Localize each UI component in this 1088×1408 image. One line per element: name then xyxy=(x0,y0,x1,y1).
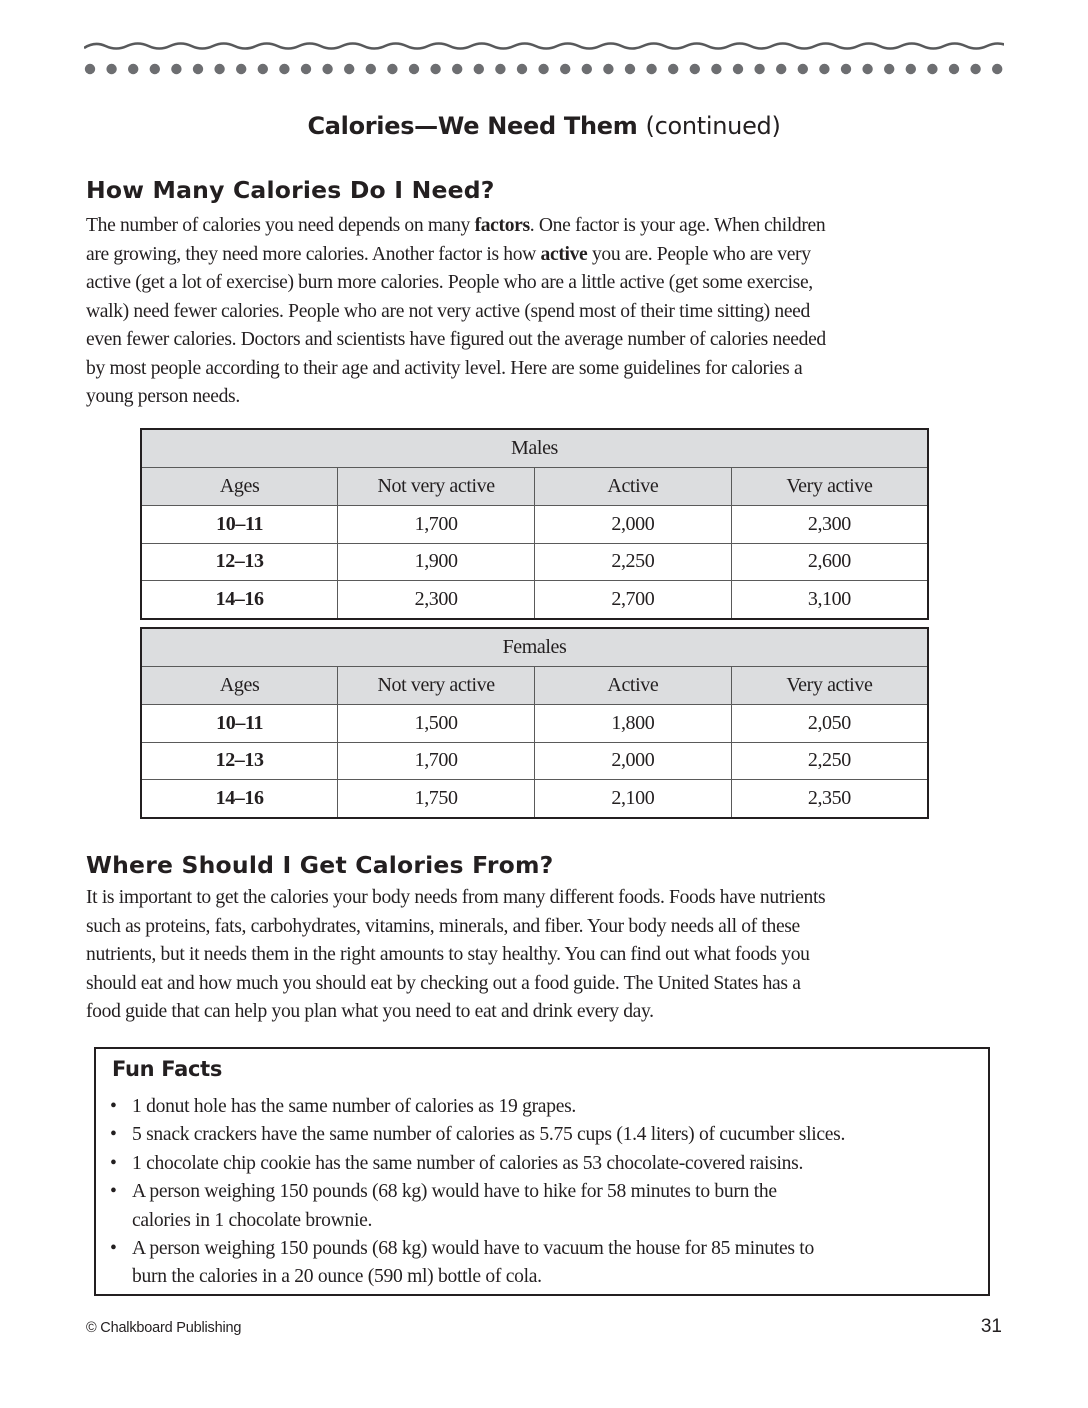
bullet-icon: • xyxy=(110,1181,117,1203)
text-run: walk) need fewer calories. People who are not very active (spend most of their time sitting) need xyxy=(86,300,810,322)
decorative-dot xyxy=(387,64,397,74)
decorative-dot xyxy=(128,64,138,74)
decorative-dot xyxy=(754,64,764,74)
calorie-cell: 2,000 xyxy=(535,506,732,544)
table-row xyxy=(141,742,928,780)
wave-line xyxy=(84,44,1004,49)
decorative-dot xyxy=(560,64,570,74)
column-header: Active xyxy=(535,667,732,705)
column-header: Ages xyxy=(141,468,338,506)
decorative-dot xyxy=(236,64,246,74)
decorative-dot xyxy=(258,64,268,74)
age-cell: 14–16 xyxy=(141,581,338,619)
decorative-dot xyxy=(430,64,440,74)
decorative-dot xyxy=(106,64,116,74)
fun-fact-item xyxy=(110,1235,845,1292)
decorative-dot xyxy=(344,64,354,74)
fun-fact-text: A person weighing 150 pounds (68 kg) would have to vacuum the house for 85 minutes to xyxy=(132,1238,814,1260)
table-caption: Females xyxy=(141,628,928,667)
fun-fact-text: calories in 1 chocolate brownie. xyxy=(132,1209,373,1231)
fun-fact-text: burn the calories in a 20 ounce (590 ml) bottle of cola. xyxy=(132,1266,542,1288)
bullet-icon: • xyxy=(110,1096,117,1117)
age-cell: 10–11 xyxy=(141,705,338,743)
decorative-dot xyxy=(625,64,635,74)
paragraph-line xyxy=(86,212,1016,241)
paragraph-line xyxy=(86,913,1016,942)
decorative-dot xyxy=(949,64,959,74)
calorie-cell: 3,100 xyxy=(731,581,928,619)
paragraph-line xyxy=(86,298,1016,327)
section-paragraph-how-many xyxy=(86,212,1016,412)
text-run: nutrients, but it needs them in the right amounts to stay healthy. You can find out what foods you xyxy=(86,944,810,965)
text-run: young person needs. xyxy=(86,386,240,407)
bullet-icon: • xyxy=(110,1124,117,1146)
decorative-dot xyxy=(927,64,937,74)
section-heading-how-many: How Many Calories Do I Need? xyxy=(86,176,495,204)
paragraph-line xyxy=(86,383,1016,412)
fun-facts-list xyxy=(110,1093,845,1292)
paragraph-line xyxy=(86,970,1016,999)
calorie-cell: 1,700 xyxy=(338,506,535,544)
decorative-dot xyxy=(214,64,224,74)
paragraph-line xyxy=(86,884,1016,913)
decorative-dot xyxy=(279,64,289,74)
table-row xyxy=(141,506,928,544)
fun-fact-text: 1 chocolate chip cookie has the same number of calories as 53 chocolate-covered raisins. xyxy=(132,1152,804,1174)
bullet-icon: • xyxy=(110,1152,117,1174)
table-header-row xyxy=(141,667,928,705)
text-run: you are. People who are very xyxy=(587,243,811,265)
decorative-dot xyxy=(884,64,894,74)
page-title-main: Calories—We Need Them xyxy=(307,112,638,140)
decorative-dot xyxy=(798,64,808,74)
decorative-dot xyxy=(193,64,203,74)
decorative-dot xyxy=(992,64,1002,74)
decorative-dot xyxy=(150,64,160,74)
fun-fact-item xyxy=(110,1150,845,1178)
males-calorie-table xyxy=(140,428,929,620)
calorie-cell: 2,300 xyxy=(731,506,928,544)
table-caption: Males xyxy=(141,429,928,468)
decorative-dot xyxy=(646,64,656,74)
calorie-cell: 1,500 xyxy=(338,705,535,743)
fun-facts-box xyxy=(94,1047,990,1296)
fun-fact-text: A person weighing 150 pounds (68 kg) would have to hike for 58 minutes to burn the xyxy=(132,1181,777,1203)
text-run: such as proteins, fats, carbohydrates, vitamins, minerals, and fiber. Your body needs all of these xyxy=(86,915,800,937)
bold-term: factors xyxy=(474,215,530,236)
column-header: Active xyxy=(535,468,732,506)
females-calorie-table xyxy=(140,627,929,819)
fun-facts-title: Fun Facts xyxy=(112,1057,223,1081)
age-cell: 10–11 xyxy=(141,506,338,544)
table-row xyxy=(141,780,928,818)
decorative-dot xyxy=(970,64,980,74)
text-run: are growing, they need more calories. Another factor is how xyxy=(86,243,541,265)
page-number: 31 xyxy=(980,1316,1002,1337)
section-heading-where: Where Should I Get Calories From? xyxy=(86,851,554,879)
publisher-credit: © Chalkboard Publishing xyxy=(86,1320,242,1336)
page-title xyxy=(0,112,1088,140)
decorative-dot xyxy=(495,64,505,74)
column-header: Not very active xyxy=(338,468,535,506)
age-cell: 12–13 xyxy=(141,742,338,780)
column-header: Very active xyxy=(731,468,928,506)
age-cell: 14–16 xyxy=(141,780,338,818)
fun-fact-item xyxy=(110,1093,845,1121)
bullet-icon: • xyxy=(110,1238,117,1260)
table-row xyxy=(141,705,928,743)
column-header: Not very active xyxy=(338,667,535,705)
decorative-dot xyxy=(517,64,527,74)
fun-fact-item xyxy=(110,1121,845,1149)
column-header: Very active xyxy=(731,667,928,705)
decorative-dot xyxy=(603,64,613,74)
decorative-dot xyxy=(474,64,484,74)
calorie-cell: 1,750 xyxy=(338,780,535,818)
fun-fact-text: 5 snack crackers have the same number of calories as 5.75 cups (1.4 liters) of cucumber slices. xyxy=(132,1124,846,1146)
decorative-dot xyxy=(690,64,700,74)
paragraph-line xyxy=(86,998,1016,1027)
paragraph-line xyxy=(86,269,1016,298)
paragraph-line xyxy=(86,241,1016,270)
bold-term: active xyxy=(540,243,588,265)
calorie-cell: 2,300 xyxy=(338,581,535,619)
table-header-row xyxy=(141,468,928,506)
decorative-dot xyxy=(171,64,181,74)
paragraph-line xyxy=(86,326,1016,355)
dot-row xyxy=(85,64,1003,74)
fun-fact-item xyxy=(110,1178,845,1235)
text-run: active (get a lot of exercise) burn more calories. People who are a little active (get some exercise, xyxy=(86,272,813,293)
section-paragraph-where xyxy=(86,884,1016,1027)
decorative-border xyxy=(84,40,1004,80)
decorative-dot xyxy=(862,64,872,74)
decorative-dot xyxy=(733,64,743,74)
paragraph-line xyxy=(86,355,1016,384)
text-run: should eat and how much you should eat by checking out a food guide. The United States has a xyxy=(86,972,801,994)
calorie-cell: 1,800 xyxy=(535,705,732,743)
decorative-dot xyxy=(409,64,419,74)
decorative-dot xyxy=(841,64,851,74)
paragraph-line xyxy=(86,941,1016,970)
calorie-cell: 2,250 xyxy=(535,543,732,581)
table-row xyxy=(141,581,928,619)
text-run: . One factor is your age. When children xyxy=(529,215,826,236)
age-cell: 12–13 xyxy=(141,543,338,581)
decorative-dot xyxy=(452,64,462,74)
decorative-dot xyxy=(322,64,332,74)
text-run: even fewer calories. Doctors and scientists have figured out the average number of calories needed xyxy=(86,329,826,350)
column-header: Ages xyxy=(141,667,338,705)
decorative-dot xyxy=(366,64,376,74)
decorative-dot xyxy=(85,64,95,74)
decorative-dot xyxy=(906,64,916,74)
decorative-dot xyxy=(776,64,786,74)
decorative-dot xyxy=(301,64,311,74)
calorie-cell: 2,350 xyxy=(731,780,928,818)
calorie-cell: 2,050 xyxy=(731,705,928,743)
text-run: The number of calories you need depends on many xyxy=(86,215,475,236)
decorative-dot xyxy=(668,64,678,74)
text-run: food guide that can help you plan what you need to eat and drink every day. xyxy=(86,1001,654,1022)
decorative-dot xyxy=(582,64,592,74)
calorie-cell: 1,900 xyxy=(338,543,535,581)
calorie-cell: 2,600 xyxy=(731,543,928,581)
calorie-cell: 2,100 xyxy=(535,780,732,818)
decorative-dot xyxy=(711,64,721,74)
decorative-dot xyxy=(819,64,829,74)
table-row xyxy=(141,543,928,581)
fun-fact-text: 1 donut hole has the same number of calories as 19 grapes. xyxy=(132,1096,577,1117)
calorie-cell: 2,700 xyxy=(535,581,732,619)
text-run: by most people according to their age and activity level. Here are some guidelines for calories a xyxy=(86,357,803,379)
text-run: It is important to get the calories your body needs from many different foods. Foods have nutrients xyxy=(86,887,826,908)
calorie-cell: 2,000 xyxy=(535,742,732,780)
calorie-cell: 2,250 xyxy=(731,742,928,780)
calorie-cell: 1,700 xyxy=(338,742,535,780)
page-title-suffix: (continued) xyxy=(645,112,781,140)
decorative-dot xyxy=(538,64,548,74)
